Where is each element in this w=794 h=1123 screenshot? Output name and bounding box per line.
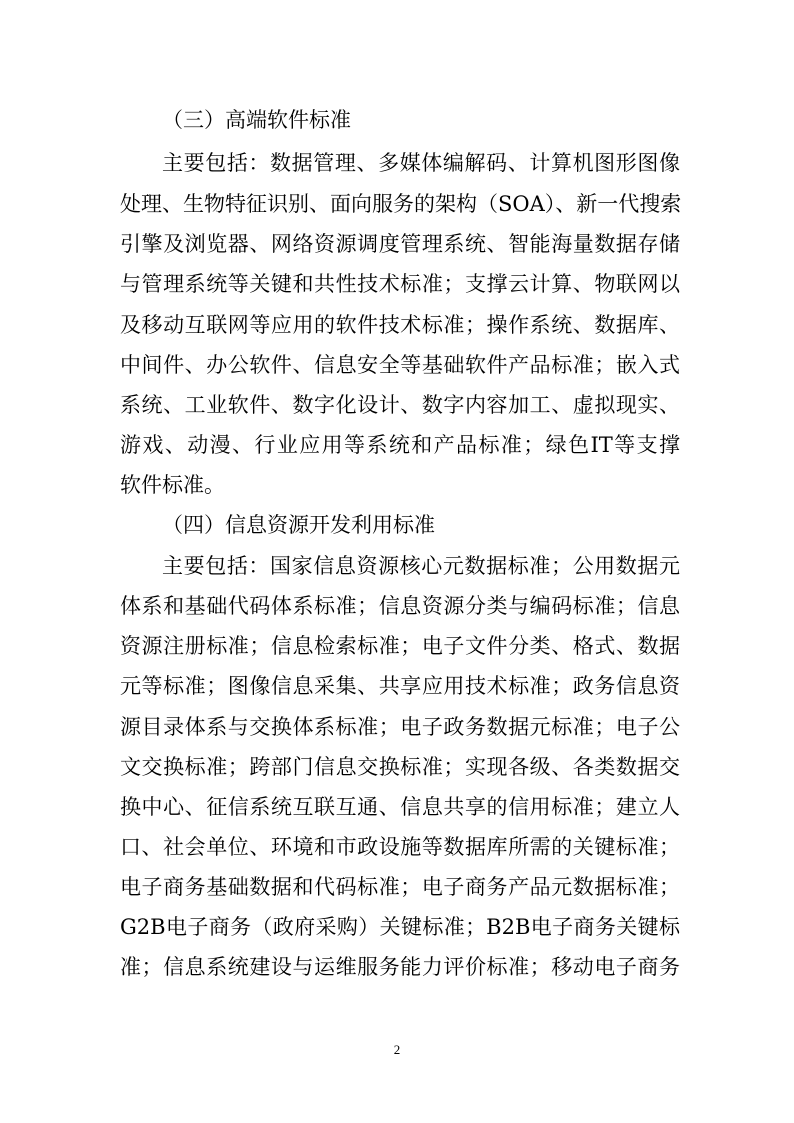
paragraph-line: 元等标准；图像信息采集、共享应用技术标准；政务信息资 [120, 674, 680, 698]
paragraph-line: 换中心、征信系统互联互通、信息共享的信用标准；建立人 [120, 795, 680, 819]
paragraph-line: 文交换标准；跨部门信息交换标准；实现各级、各类数据交 [120, 755, 680, 779]
paragraph-line: 游戏、动漫、行业应用等系统和产品标准；绿色IT等支撑 [120, 433, 680, 457]
paragraph-line: G2B电子商务（政府采购）关键标准；B2B电子商务关键标 [120, 915, 680, 939]
paragraph-line: 中间件、办公软件、信息安全等基础软件产品标准；嵌入式 [120, 353, 680, 377]
paragraph-line: 主要包括：国家信息资源核心元数据标准；公用数据元 [162, 554, 680, 578]
paragraph-line: 源目录体系与交换体系标准；电子政务数据元标准；电子公 [120, 715, 680, 739]
paragraph-line: 准；信息系统建设与运维服务能力评价标准；移动电子商务 [120, 955, 680, 979]
paragraph-line: 与管理系统等关键和共性技术标准；支撑云计算、物联网以 [120, 272, 680, 296]
paragraph-line: 软件标准。 [120, 473, 225, 497]
page-number: 2 [393, 1042, 401, 1057]
paragraph-line: 电子商务基础数据和代码标准；电子商务产品元数据标准； [120, 875, 680, 899]
section-heading-4: （四）信息资源开发利用标准 [162, 513, 435, 537]
paragraph-line: 口、社会单位、环境和市政设施等数据库所需的关键标准； [120, 835, 680, 859]
paragraph-line: 引擎及浏览器、网络资源调度管理系统、智能海量数据存储 [120, 232, 680, 256]
paragraph-line: 系统、工业软件、数字化设计、数字内容加工、虚拟现实、 [120, 393, 680, 417]
paragraph-line: 主要包括：数据管理、多媒体编解码、计算机图形图像 [162, 151, 680, 175]
paragraph-line: 及移动互联网等应用的软件技术标准；操作系统、数据库、 [120, 313, 680, 337]
section-heading-3: （三）高端软件标准 [162, 108, 351, 132]
paragraph-line: 处理、生物特征识别、面向服务的架构（SOA）、新一代搜索 [120, 192, 682, 216]
paragraph-line: 体系和基础代码体系标准；信息资源分类与编码标准；信息 [120, 594, 680, 618]
paragraph-line: 资源注册标准；信息检索标准；电子文件分类、格式、数据 [120, 634, 680, 658]
